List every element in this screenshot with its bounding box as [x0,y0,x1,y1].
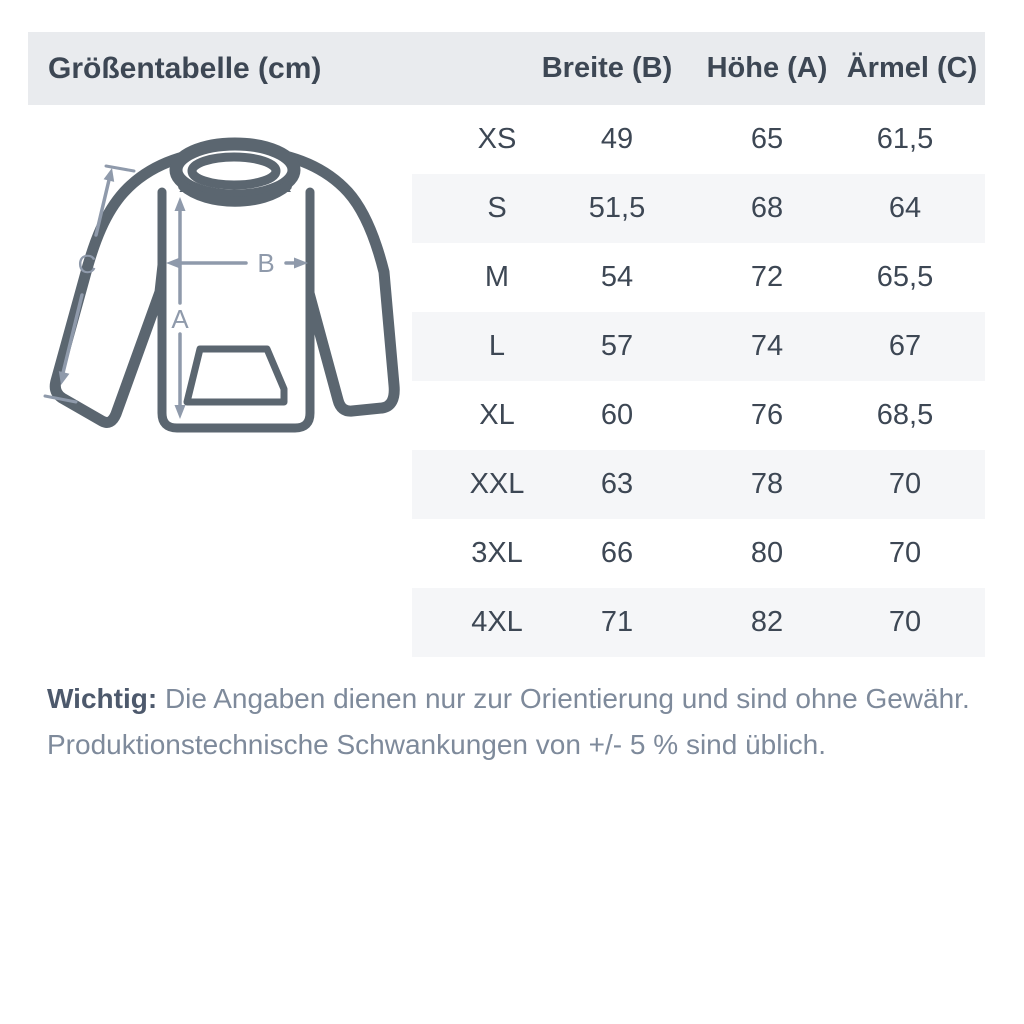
dimension-label-a: A [171,304,189,334]
dimension-label-b: B [257,248,275,278]
aermel-value: 70 [888,606,922,638]
column-header-aermel: Ärmel (C) [846,52,978,84]
table-row [412,174,985,243]
breite-value: 66 [600,537,634,569]
size-label: XL [479,399,515,431]
column-header-breite: Breite (B) [541,52,673,84]
table-row [412,450,985,519]
aermel-value: 65,5 [876,261,934,293]
arrowhead-c-top [104,168,115,182]
disclaimer-text-1: Die Angaben dienen nur zur Orientierung und sind ohne Gewähr. [157,683,970,714]
table-row [412,381,985,450]
hoehe-value: 65 [750,123,784,155]
breite-value: 51,5 [588,192,646,224]
hoehe-value: 78 [750,468,784,500]
breite-value: 49 [600,123,634,155]
aermel-value: 64 [888,192,922,224]
size-label: XS [477,123,517,155]
column-header-hoehe: Höhe (A) [706,52,828,84]
hoehe-value: 74 [750,330,784,362]
breite-value: 57 [600,330,634,362]
table-header-band [28,32,985,105]
disclaimer-line-2: Produktionstechnische Schwankungen von +/- 5 % sind üblich. [47,729,827,760]
aermel-value: 68,5 [876,399,934,431]
hoehe-value: 68 [750,192,784,224]
aermel-value: 70 [888,468,922,500]
hoodie-pocket [187,349,284,402]
disclaimer-note [47,676,977,768]
aermel-value: 70 [888,537,922,569]
dimension-label-c: C [77,249,97,279]
size-label: S [487,192,507,224]
hoehe-value: 80 [750,537,784,569]
aermel-value: 61,5 [876,123,934,155]
hoehe-value: 72 [750,261,784,293]
table-row [412,312,985,381]
table-row [412,588,985,657]
breite-value: 60 [600,399,634,431]
breite-value: 71 [600,606,634,638]
size-label: 3XL [471,537,523,569]
hoehe-value: 82 [750,606,784,638]
breite-value: 63 [600,468,634,500]
size-label: L [488,330,506,362]
disclaimer-strong: Wichtig: [47,683,158,714]
table-row [412,519,985,588]
disclaimer-line-1 [47,676,977,722]
table-row [412,243,985,312]
hoodie-measurement-diagram [30,120,410,465]
table-row [412,105,985,174]
size-label: 4XL [471,606,523,638]
size-label: M [484,261,510,293]
size-label: XXL [469,468,525,500]
hoehe-value: 76 [750,399,784,431]
size-table [412,105,985,657]
dimension-tick-c-top [106,166,134,171]
breite-value: 54 [600,261,634,293]
page-title: Größentabelle (cm) [48,52,322,85]
aermel-value: 67 [888,330,922,362]
